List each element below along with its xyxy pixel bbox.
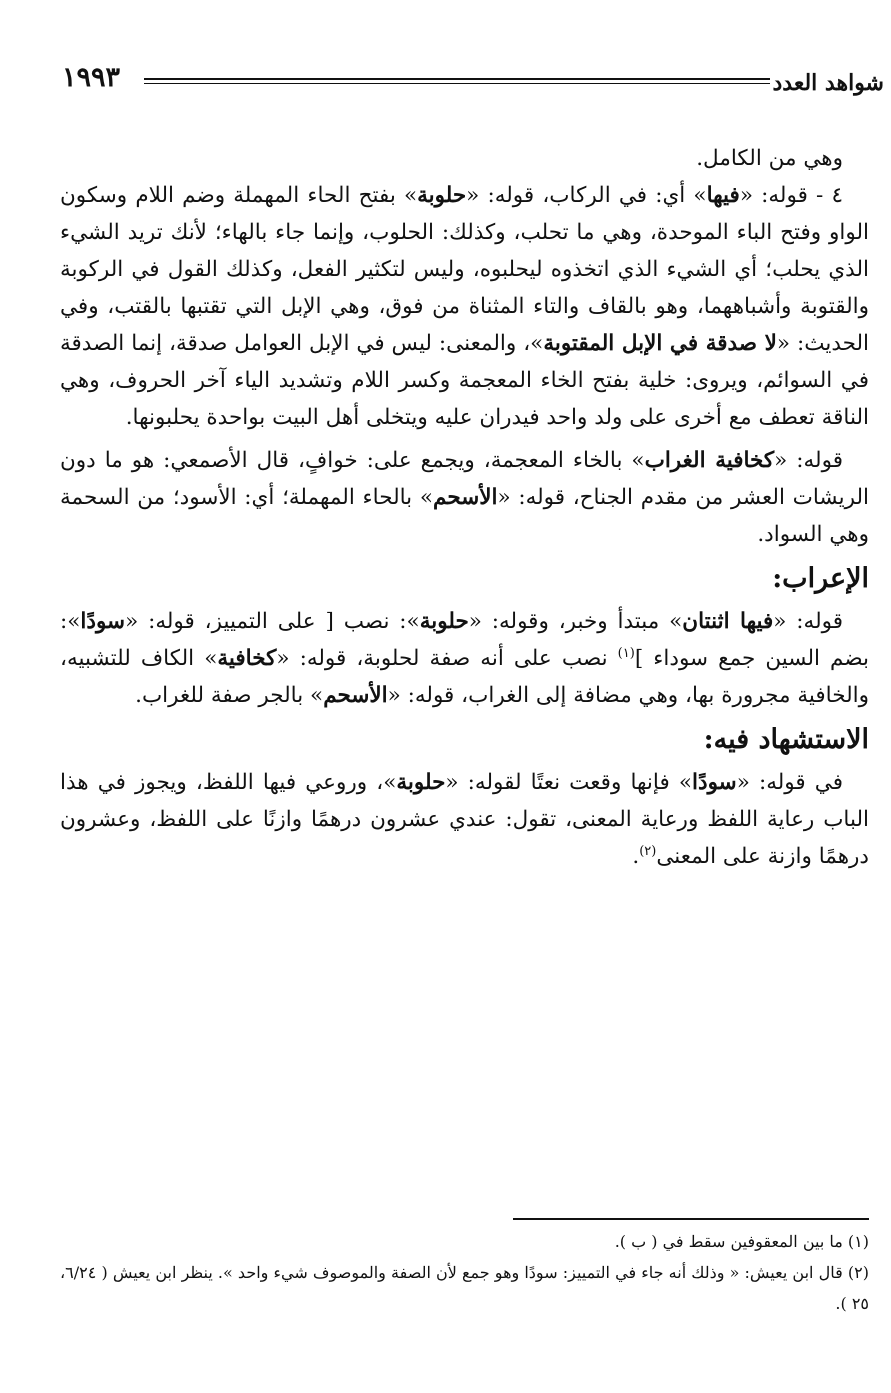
footnote-marker-1: (١)	[617, 645, 635, 661]
footnote-marker-2: (٢)	[639, 843, 657, 859]
text-run: »: بضم السين جمع سوداء ]	[60, 609, 869, 671]
quoted-word: فيها اثنتان	[682, 609, 774, 634]
quoted-hadith: لا صدقة في الإبل المقتوبة	[543, 331, 777, 356]
text-run: ٤ - قوله: «	[739, 183, 843, 208]
text-run: قوله: «	[774, 448, 843, 473]
meter-line: وهي من الكامل.	[696, 146, 843, 171]
paragraph-vocabulary	[60, 442, 869, 553]
quoted-word: حلوبة	[419, 609, 469, 634]
text-run: في قوله: «	[736, 770, 843, 795]
text-run: » فإنها وقعت نعتًا لقوله: «	[445, 770, 693, 795]
main-text	[60, 140, 869, 875]
section-heading-i3rab: الإعراب:	[772, 563, 869, 594]
quoted-word: كخافية الغراب	[644, 448, 775, 473]
quoted-word: الأسحم	[323, 683, 388, 708]
text-run: » بالحاء المهملة؛ أي: الأسود؛ من السحمة وهي السواد.	[60, 485, 869, 547]
text-run: .	[632, 844, 640, 869]
footnote-separator	[513, 1218, 869, 1220]
text-run: »، والمعنى: ليس في الإبل العوامل صدقة، إنما الصدقة في السوائم، ويروى: خلية بفتح الخاء المعجمة وكسر اللام وتشديد الياء آخر الحروف، وهي الناقة تعطف مع أخرى على ولد واحد فيدران عليه ويتخلى أهل البيت بواحدة يحلبونها.	[60, 331, 869, 430]
quoted-word: الأسحم	[433, 485, 498, 510]
quoted-word: سودًا	[692, 770, 737, 795]
text-run: »، وروعي فيها اللفظ، ويجوز في هذا الباب رعاية اللفظ ورعاية المعنى، تقول: عندي عشرون درهمًا وازنًا على اللفظ، وعشرون درهمًا وازنة على المعنى	[60, 770, 869, 869]
text-run: »: نصب [ على التمييز، قوله: «	[125, 609, 420, 634]
text-run: » بالجر صفة للغراب.	[135, 683, 324, 708]
section-heading-istishhad: الاستشهاد فيه:	[703, 724, 869, 755]
quoted-word: سودًا	[80, 609, 126, 634]
footnote-2: (٢) قال ابن يعيش: « وذلك أنه جاء في التمييز: سودًا وهو جمع لأن الصفة والموصوف شيء واحد ». ينظر ابن يعيش ( ٦/٢٤، ٢٥ ).	[60, 1263, 869, 1313]
header-rule	[144, 78, 770, 84]
paragraph-i3rab	[60, 603, 869, 714]
text-run: نصب على أنه صفة لحلوبة، قوله: «	[276, 646, 618, 671]
quoted-word: حلوبة	[417, 183, 467, 208]
running-title: شواهد العدد	[772, 70, 884, 96]
quoted-word: كخافية	[217, 646, 277, 671]
footnote-1: (١) ما بين المعقوفين سقط في ( ب ).	[614, 1232, 869, 1251]
text-run: » مبتدأ وخبر، وقوله: «	[468, 609, 683, 634]
text-run: » بفتح الحاء المهملة وضم اللام وسكون الواو وفتح الباء الموحدة، وهي ما تحلب، وكذلك: الحلوب، وإنما جاء بالهاء؛ لأنك تريد الشيء الذي يحلب؛ أي الشيء الذي اتخذوه ليحلبوه، وليس لتكثير الفعل، وكذلك القول في الركوبة والقتوبة وأشباههما، وهو بالقاف والتاء المثناة من فوق، وهي الإبل التي تقتبها بالقتب، وفي الحديث: «	[60, 183, 870, 356]
text-run: » الكاف للتشبيه، والخافية مجرورة بها، وهي مضافة إلى الغراب، قوله: «	[60, 646, 869, 708]
footnotes	[60, 1226, 869, 1319]
text-run: قوله: «	[773, 609, 844, 634]
quoted-word: حلوبة	[396, 770, 446, 795]
quoted-word: فيها	[706, 183, 740, 208]
paragraph-explanation	[60, 177, 869, 436]
text-run: » أي: في الركاب، قوله: «	[466, 183, 707, 208]
paragraph-istishhad	[60, 764, 869, 875]
text-run: » بالخاء المعجمة، ويجمع على: خوافٍ، قال الأصمعي: هو ما دون الريشات العشر من مقدم الجناح، قوله: «	[60, 448, 869, 510]
page-header	[62, 62, 884, 102]
page-number: ١٩٩٣	[62, 62, 121, 93]
